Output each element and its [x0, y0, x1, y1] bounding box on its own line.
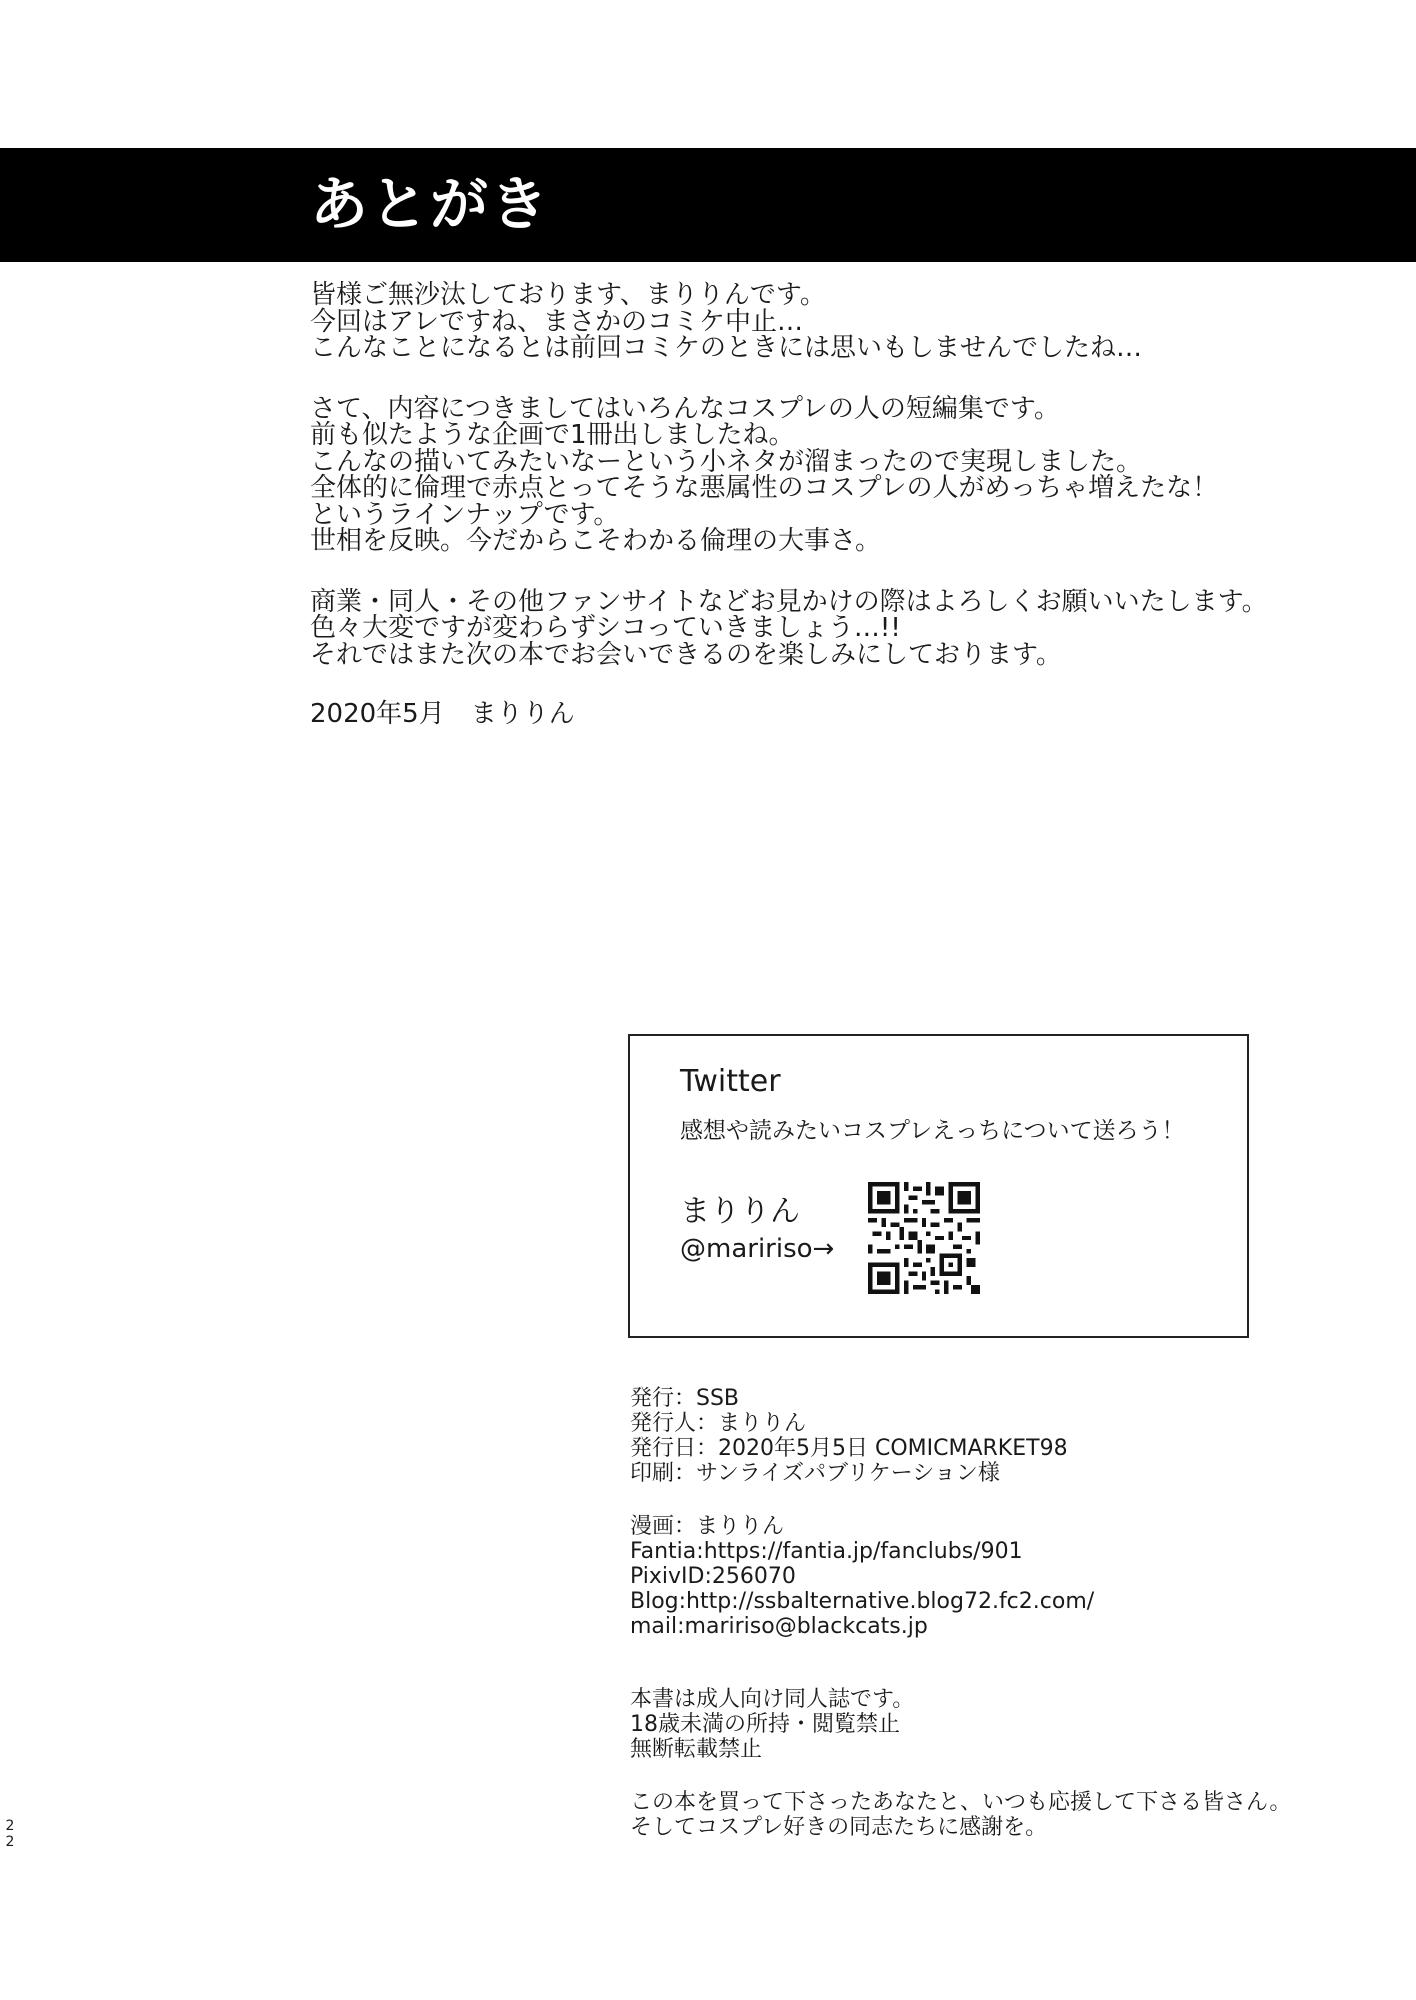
- colophon-publisher-person: 発行人：まりりん: [630, 1411, 807, 1436]
- thanks-line: この本を買って下さったあなたと、いつも応援して下さる皆さん。: [630, 1790, 1292, 1815]
- afterword-line: 今回はアレですね、まさかのコミケ中止…: [310, 306, 803, 337]
- qr-code-icon[interactable]: [868, 1182, 980, 1294]
- afterword-line: こんなことになるとは前回コミケのときには思いもしませんでしたね…: [310, 333, 1143, 363]
- title-bar: [0, 148, 1416, 262]
- notice-adult: 本書は成人向け同人誌です。: [630, 1687, 915, 1712]
- colophon: [630, 1386, 1291, 1840]
- blog-link[interactable]: Blog:http://ssbalternative.blog72.fc2.com/: [630, 1589, 1095, 1614]
- notice-reprint: 無断転載禁止: [630, 1737, 763, 1762]
- afterword-line: 商業・同人・その他ファンサイトなどお見かけの際はよろしくお願いいたします。: [310, 586, 1268, 617]
- notice-age: 18歳未満の所持・閲覧禁止: [630, 1712, 900, 1737]
- page-number: 2 2: [5, 1818, 15, 1850]
- twitter-box: [628, 1034, 1249, 1338]
- thanks-line: そしてコスプレ好きの同志たちに感謝を。: [630, 1815, 1048, 1840]
- mail-link[interactable]: mail:maririso@blackcats.jp: [630, 1614, 928, 1639]
- page-title: あとがき: [310, 170, 551, 238]
- colophon-date: 発行日：2020年5月5日 COMICMARKET98: [630, 1436, 1068, 1461]
- afterword-line: というラインナップです。: [310, 499, 620, 530]
- colophon-artist: 漫画：まりりん: [630, 1514, 785, 1539]
- colophon-publisher: 発行：SSB: [630, 1386, 740, 1411]
- pixiv-id: PixivID:256070: [630, 1564, 796, 1589]
- afterword-line: 世相を反映。今だからこそわかる倫理の大事さ。: [310, 526, 881, 556]
- colophon-printer: 印刷：サンライズパブリケーション様: [630, 1461, 1000, 1486]
- fantia-link[interactable]: Fantia:https://fantia.jp/fanclubs/901: [630, 1539, 1023, 1564]
- afterword-line: 前も似たような企画で1冊出しましたね。: [310, 420, 795, 450]
- twitter-tagline: 感想や読みたいコスプレえっちについて送ろう！: [680, 1118, 1185, 1144]
- twitter-handle[interactable]: @maririso→: [680, 1234, 835, 1264]
- afterword-line: こんなの描いてみたいなーという小ネタが溜まったので実現しました。: [310, 446, 1143, 477]
- afterword-line: それではまた次の本でお会いできるのを楽しみにしております。: [310, 639, 1062, 670]
- author-name: まりりん: [680, 1194, 800, 1229]
- twitter-heading: Twitter: [680, 1064, 781, 1099]
- afterword-line: さて、内容につきましてはいろんなコスプレの人の短編集です。: [310, 393, 1060, 424]
- afterword-line: 色々大変ですが変わらずシコっていきましょう…!!: [310, 613, 901, 643]
- afterword-line: 全体的に倫理で赤点とってそうな悪属性のコスプレの人がめっちゃ増えたな！: [310, 473, 1219, 503]
- afterword-body: [310, 282, 1370, 668]
- signature: 2020年5月 まりりん: [310, 699, 575, 729]
- afterword-line: 皆様ご無沙汰しております、まりりんです。: [310, 280, 826, 310]
